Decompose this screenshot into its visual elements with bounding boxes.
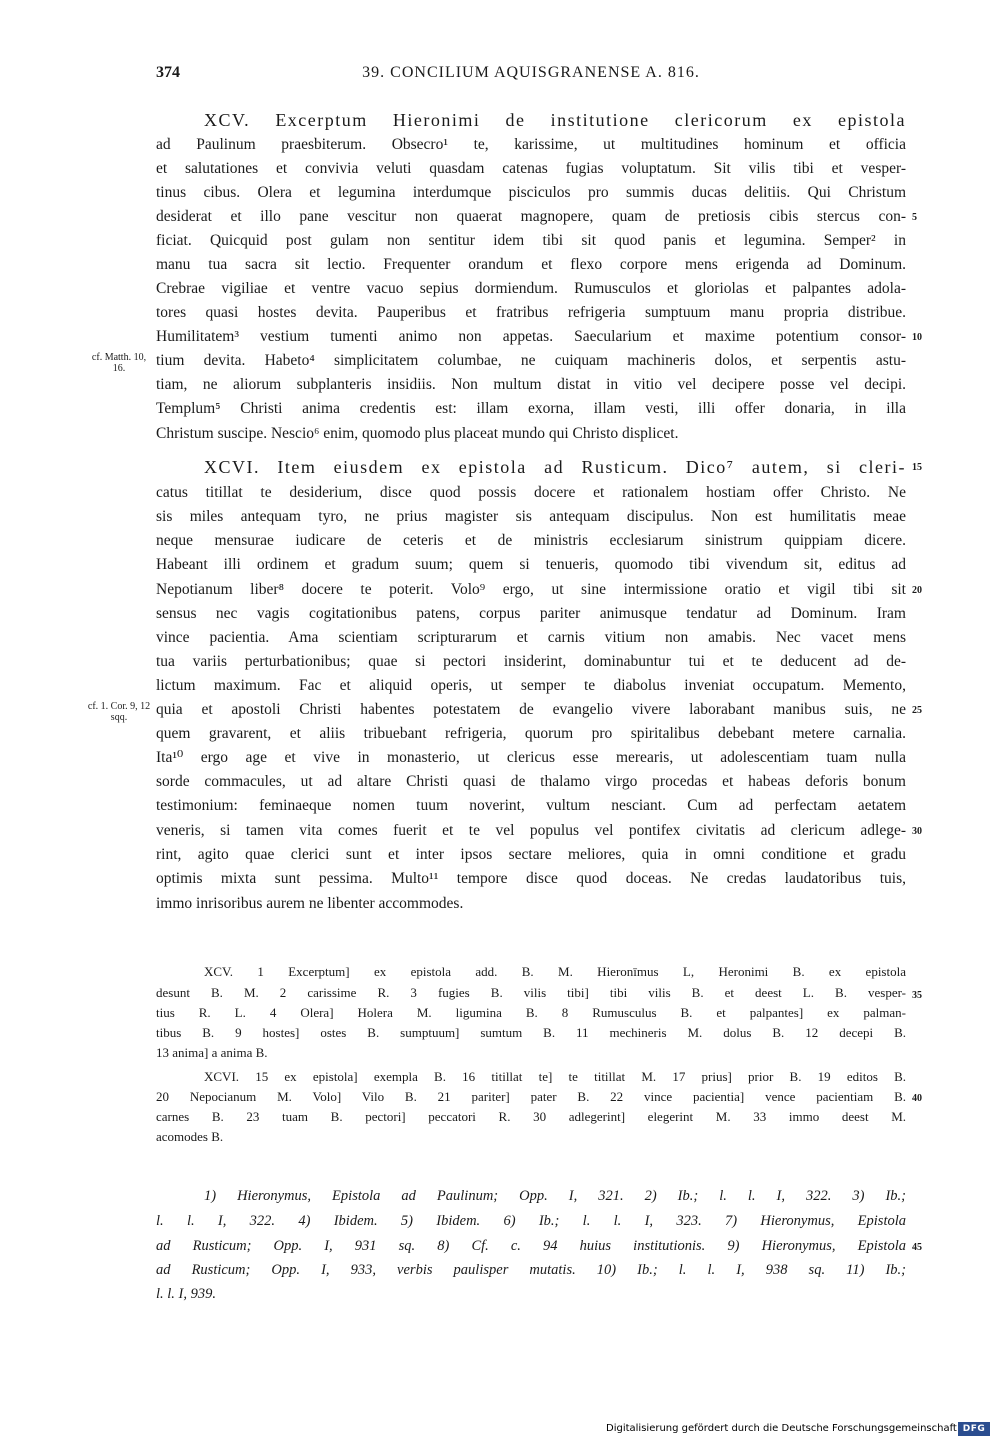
text-line: ficiat. Quicquid post gulam non sentitur idem tibi sit quod panis et legumina. Semper² in	[156, 232, 906, 249]
line-number: 20	[912, 585, 922, 596]
running-title: 39. CONCILIUM AQUISGRANENSE A. 816.	[362, 64, 700, 81]
section-heading-xcv: XCV. Excerptum Hieronimi de institutione clericorum ex epistola	[204, 110, 906, 130]
apparatus-line: desunt B. M. 2 carissime R. 3 fugies B. vilis tibi] tibi vilis B. et deest L. B. vesper-	[156, 985, 906, 1000]
text-line: manu tua sacra sit lectio. Frequenter orandum et flexo corpore mens erigenda ad Dominum.	[156, 256, 906, 273]
text-line: lictum maximum. Fac et aliquid operis, ut semper te diabolus inveniat occupatum. Memento,	[156, 677, 906, 694]
text-line: Humilitatem³ vestium tumenti animo non appetas. Saecularium et maxime potentium consor-	[156, 328, 906, 345]
digitization-note: Digitalisierung gefördert durch die Deutsche Forschungsgemeinschaft	[606, 1423, 957, 1434]
text-line: vince pacientia. Ama scientiam scripturarum et carnis vitium non amabis. Nec vacet mens	[156, 629, 906, 646]
text-line: desiderat et illo pane vescitur non quaerat magnopere, quam de pretiosis cibis stercus con-	[156, 208, 906, 225]
apparatus-line: 13 anima] a anima B.	[156, 1045, 268, 1060]
line-number: 25	[912, 705, 922, 716]
text-line: optimis mixta sunt pessima. Multo¹¹ tempore disce quod doceas. Ne credas laudatoribus tuis,	[156, 870, 906, 887]
line-number: 35	[912, 990, 922, 1001]
text-line: tiam, ne aliorum subplanteris insidiis. Non multum distat in vitio vel decipere posse vel decipi.	[156, 376, 906, 393]
text-line: tinus cibus. Olera et legumina interdumque pisciculos pro summis ducas delitiis. Qui Christum	[156, 184, 906, 201]
text-line: Ita¹⁰ ergo age et vive in monasterio, ut clericus esse merearis, ut adolescentiam tuam nulla	[156, 749, 906, 766]
apparatus-line: XCV. 1 Excerptum] ex epistola add. B. M. Hieronīmus L, Heronimi B. ex epistola	[204, 964, 906, 979]
apparatus-line: tius R. L. 4 Olera] Holera M. ligumina B. 8 Rumusculus B. et palpantes] ex palman-	[156, 1005, 906, 1020]
text-line: Habeant illi ordinem et gradum suum; quem si tenueris, quomodo tibi vivendum sit, editus ad	[156, 556, 906, 573]
apparatus-line: acomodes B.	[156, 1129, 224, 1144]
text-line: veneris, si tamen vita comes fuerit et te vel populus vel pontifex civitatis ad clericum adlege-	[156, 822, 906, 839]
text-line: Templum⁵ Christi anima credentis est: illam exorna, illam vesti, illi offer donaria, in illa	[156, 400, 906, 417]
text-line: rint, agito quae clerici sunt et inter ipsos sectare meliores, quia in omni conditione et gradu	[156, 846, 906, 863]
text-line: tua variis perturbationibus; quae si pectori insiderint, dominabuntur tui et te deducent ad de-	[156, 653, 906, 670]
text-line: Crebrae vigiliae et ventre vacuo sepius dormiendum. Rumusculos et gloriolas et palpantes adola-	[156, 280, 906, 297]
apparatus-line: XCVI. 15 ex epistola] exempla B. 16 titillat te] te titillat M. 17 prius] prior B. 19 editos B.	[204, 1069, 906, 1084]
text-line: sorde commacules, ut ad altare Christi quasi de thalamo virgo procedas et habeas deforis bonum	[156, 773, 906, 790]
footnote-line: 1) Hieronymus, Epistola ad Paulinum; Opp. I, 321. 2) Ib.; l. l. I, 322. 3) Ib.;	[204, 1188, 906, 1204]
line-number: 30	[912, 826, 922, 837]
line-number: 5	[912, 212, 917, 223]
footnote-line: ad Rusticum; Opp. I, 933, verbis paulisper mutatis. 10) Ib.; l. l. I, 938 sq. 11) Ib.;	[156, 1262, 906, 1278]
margin-reference: cf. Matth. 10, 16.	[91, 352, 147, 374]
text-line: sis miles antequam tyro, ne prius magister sis antequam discipulus. Non est humilitatis meae	[156, 508, 906, 525]
line-number: 15	[912, 462, 922, 473]
page-number: 374	[156, 64, 180, 81]
apparatus-line: carnes B. 23 tuam B. pectori] peccatori R. 30 adlegerint] elegerint M. 33 immo deest M.	[156, 1109, 906, 1124]
section-heading-xcvi: XCVI. Item eiusdem ex epistola ad Rusticum. Dico⁷ autem, si cleri-	[204, 457, 906, 477]
footnote-line: ad Rusticum; Opp. I, 931 sq. 8) Cf. c. 94 huius institutionis. 9) Hieronymus, Epistola	[156, 1238, 906, 1254]
text-line: ad Paulinum praesbiterum. Obsecro¹ te, karissime, ut multitudines hominum et officia	[156, 136, 906, 153]
text-line: quia et apostoli Christi habentes potestatem de evangelio vivere laborabant manibus suis, ne	[156, 701, 906, 718]
text-line: tores quasi hostes devita. Pauperibus et fratribus refrigeria sumptuum manu propria distribue.	[156, 304, 906, 321]
footnote-line: l. l. I, 322. 4) Ibidem. 5) Ibidem. 6) Ib.; l. l. I, 323. 7) Hieronymus, Epistola	[156, 1213, 906, 1229]
apparatus-line: tibus B. 9 hostes] ostes B. sumptuum] sumtum B. 11 mechineris M. dolus B. 12 decepi B.	[156, 1025, 906, 1040]
line-number: 40	[912, 1093, 922, 1104]
dfg-logo: DFG	[958, 1422, 990, 1436]
text-line: Christum suscipe. Nescio⁶ enim, quomodo plus placeat mundo qui Christo displicet.	[156, 425, 679, 442]
text-line: et salutationes et convivia veluti quasdam catenas fugias voluptatum. Sit vilis tibi et vesper-	[156, 160, 906, 177]
text-line: tium devita. Habeto⁴ simplicitatem columbae, ne cuiquam machineris dolos, et serpentis astu-	[156, 352, 906, 369]
text-line: testimonium: feminaeque nomen tuum noverint, vultum nesciant. Cum ad perfectam aetatem	[156, 797, 906, 814]
running-header	[156, 64, 906, 88]
line-number: 10	[912, 332, 922, 343]
text-line: neque mensurae iudicare de ceteris et de ministris ecclesiarum sinistrum quippiam dicere.	[156, 532, 906, 549]
apparatus-line: 20 Nepocianum M. Volo] Vilo B. 21 pariter] pater B. 22 vince pacientia] vence pacientiam B.	[156, 1089, 906, 1104]
line-number: 45	[912, 1242, 922, 1253]
margin-reference: cf. 1. Cor. 9, 12 sqq.	[87, 701, 151, 723]
text-line: catus titillat te desiderium, disce quod possis docere et rationalem hostiam offer Christo. Ne	[156, 484, 906, 501]
text-line: quem gravarent, et aliis tribuebant refrigeria, quorum pro spiritalibus debebant metere carnalia.	[156, 725, 906, 742]
text-line: Nepotianum liber⁸ docere te poterit. Volo⁹ ergo, ut sine intermissione oratio et vigil tibi sit	[156, 581, 906, 598]
text-line: immo inrisoribus aurem ne libenter accommodes.	[156, 895, 464, 912]
text-line: sensus nec vagis cogitationibus patens, corpus pariter animusque tendatur ad Dominum. Iram	[156, 605, 906, 622]
footnote-line: l. l. I, 939.	[156, 1286, 217, 1302]
